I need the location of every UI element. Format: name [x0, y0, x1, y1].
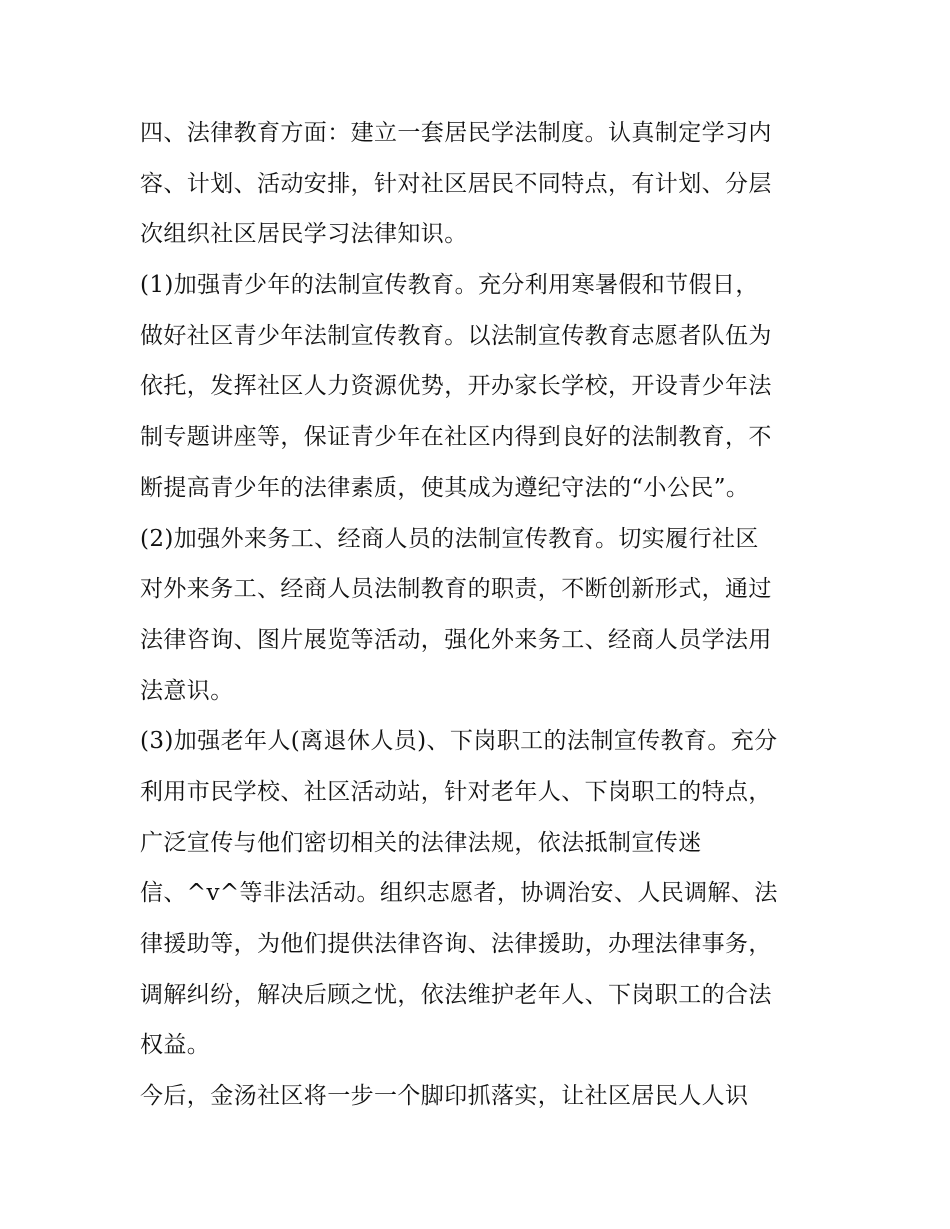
text-line: 容、计划、活动安排，针对社区居民不同特点，有计划、分层	[140, 170, 772, 197]
text-line: 对外来务工、经商人员法制教育的职责，不断创新形式，通过	[140, 576, 772, 603]
text-line: 信、^v^等非法活动。组织志愿者，协调治安、人民调解、法	[140, 880, 778, 907]
text-line: 次组织社区居民学习法律知识。	[140, 221, 468, 248]
text-line: (2)加强外来务工、经商人员的法制宣传教育。切实履行社区	[140, 525, 759, 552]
text-line: 今后，金汤社区将一步一个脚印抓落实，让社区居民人人识	[140, 1083, 749, 1110]
text-line: 利用市民学校、社区活动站，针对老年人、下岗职工的特点，	[140, 778, 772, 805]
text-line: (1)加强青少年的法制宣传教育。充分利用寒暑假和节假日，	[140, 272, 759, 299]
text-line: 断提高青少年的法律素质，使其成为遵纪守法的“小公民”。	[140, 474, 750, 501]
text-line: (3)加强老年人(离退休人员)、下岗职工的法制宣传教育。充分	[140, 728, 778, 755]
text-line: 律援助等，为他们提供法律咨询、法律援助，办理法律事务，	[140, 931, 772, 957]
text-line: 制专题讲座等，保证青少年在社区内得到良好的法制教育，不	[140, 424, 772, 451]
text-line: 法律咨询、图片展览等活动，强化外来务工、经商人员学法用	[140, 626, 772, 653]
text-line: 依托，发挥社区人力资源优势，开办家长学校，开设青少年法	[140, 373, 772, 400]
text-line: 四、法律教育方面：建立一套居民学法制度。认真制定学习内	[140, 120, 772, 146]
text-line: 调解纠纷，解决后顾之忧，依法维护老年人、下岗职工的合法	[140, 981, 772, 1008]
text-line: 做好社区青少年法制宣传教育。以法制宣传教育志愿者队伍为	[140, 322, 772, 349]
document-body	[140, 108, 820, 1122]
text-line: 广泛宣传与他们密切相关的法律法规，依法抵制宣传迷	[140, 829, 702, 856]
text-line: 法意识。	[140, 677, 234, 704]
text-line: 权益。	[140, 1032, 211, 1059]
